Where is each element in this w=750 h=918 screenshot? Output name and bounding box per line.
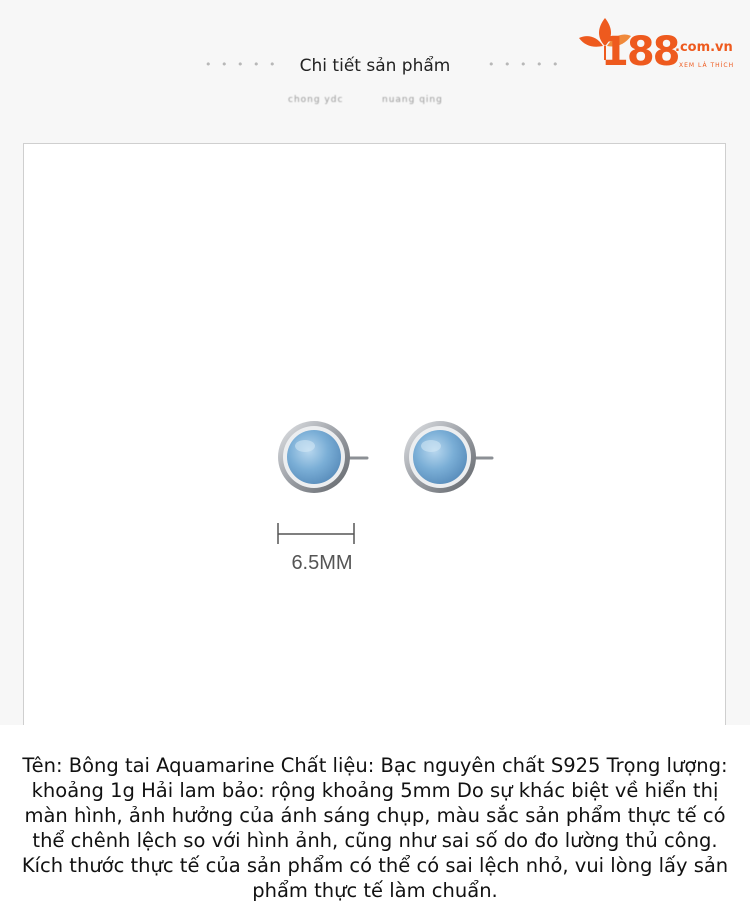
description-text: Tên: Bông tai Aquamarine Chất liệu: Bạc nguyên chất S925 Trọng lượng: khoảng 1g Hải lam bảo: rộng khoảng 5mm Do sự khác biệt về hiển thị màn hình, ảnh hưởng của ánh sáng chụp, màu sắc sản phẩm thực tế có thể chênh lệch so với hình ảnh, cũng như sai số do đo lường thủ công. Kích thước thực tế của sản phẩm có thể có sai lệch nhỏ, vui lòng lấy sản phẩm thực tế làm chuẩn. (21, 754, 729, 902)
logo-domain: .com.vn (675, 40, 733, 55)
product-image-frame (23, 143, 726, 763)
subtitle-left: chong ydc (288, 95, 344, 105)
product-description (0, 725, 750, 918)
decorative-dots-left: • • • • • (205, 58, 279, 71)
earrings-image (24, 144, 725, 762)
logo-number: 188 (601, 29, 679, 75)
subtitle-right: nuang qing (382, 95, 443, 105)
brand-logo[interactable] (575, 14, 745, 80)
earring-right (404, 421, 492, 493)
page-header (0, 0, 750, 140)
page-title: Chi tiết sản phẩm (299, 56, 451, 76)
size-indicator (278, 523, 354, 544)
size-label: 6.5MM (291, 552, 353, 574)
logo-tagline: XEM LÀ THÍCH (679, 62, 735, 69)
earring-left (278, 421, 367, 493)
decorative-dots-right: • • • • • (488, 58, 562, 71)
